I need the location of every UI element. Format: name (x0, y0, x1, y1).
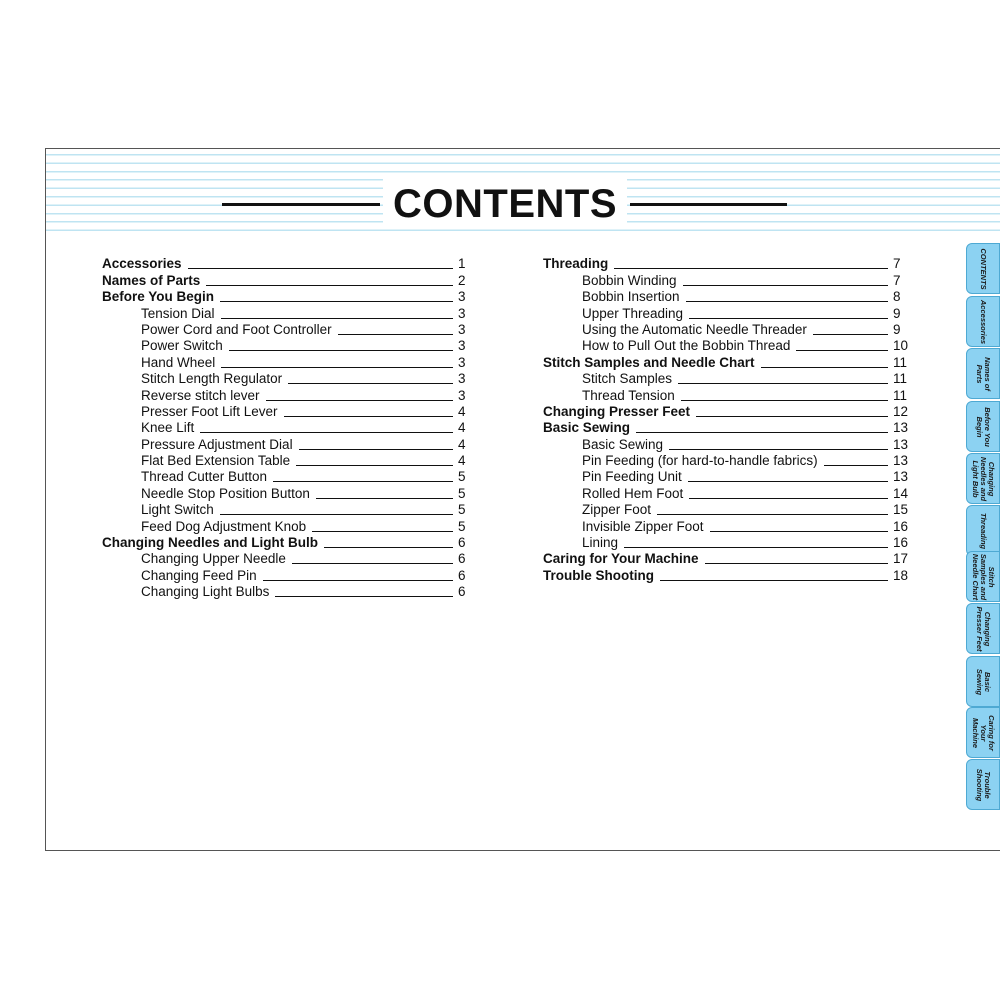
toc-entry-label: Changing Needles and Light Bulb (102, 535, 318, 551)
toc-entry[interactable] (102, 550, 474, 566)
toc-page-number: 5 (458, 469, 466, 485)
toc-leader-line (284, 415, 453, 417)
toc-entry[interactable] (102, 452, 474, 468)
toc-entry-label: Presser Foot Lift Lever (141, 403, 278, 419)
toc-entry[interactable] (102, 484, 474, 500)
toc-entry[interactable] (543, 566, 909, 582)
toc-leader-line (273, 480, 453, 482)
toc-leader-line (220, 513, 453, 515)
toc-entry[interactable] (543, 386, 909, 402)
section-tab-label: Before You Begin (975, 406, 992, 447)
toc-column-left (102, 255, 474, 599)
toc-entry[interactable] (543, 255, 909, 271)
toc-entry[interactable] (102, 321, 474, 337)
toc-page-number: 17 (893, 551, 909, 567)
toc-entry[interactable] (543, 304, 909, 320)
toc-entry-label: Hand Wheel (141, 354, 216, 370)
toc-entry-label: Pressure Adjustment Dial (141, 436, 293, 452)
toc-entry[interactable] (102, 255, 474, 271)
toc-entry[interactable] (543, 419, 909, 435)
toc-leader-line (200, 431, 453, 433)
toc-page-number: 3 (458, 305, 466, 321)
toc-leader-line (683, 284, 888, 286)
toc-leader-line (338, 333, 453, 335)
toc-entry[interactable] (102, 271, 474, 287)
toc-entry-label: Changing Light Bulbs (141, 584, 270, 600)
toc-entry-label: Zipper Foot (582, 502, 652, 518)
toc-leader-line (688, 480, 888, 482)
toc-entry[interactable] (102, 353, 474, 369)
toc-entry[interactable] (543, 353, 909, 369)
toc-leader-line (813, 333, 888, 335)
toc-page-number: 9 (893, 305, 901, 321)
section-tab[interactable] (966, 603, 1000, 654)
section-tab-label: Changing Presser Feet (975, 605, 992, 652)
toc-page-number: 11 (893, 371, 908, 387)
toc-leader-line (636, 431, 888, 433)
toc-entry[interactable] (102, 403, 474, 419)
toc-entry-label: Changing Upper Needle (141, 551, 286, 567)
toc-entry-label: Using the Automatic Needle Threader (582, 321, 807, 337)
title-rule-left (222, 203, 380, 206)
toc-page-number: 5 (458, 502, 466, 518)
toc-page-number: 11 (893, 387, 908, 403)
toc-page-number: 2 (458, 272, 466, 288)
toc-leader-line (689, 317, 888, 319)
toc-page-number: 6 (458, 567, 466, 583)
section-tab-label: Stitch Samples and Needle Chart (971, 553, 996, 600)
section-tab-label: Names of Parts (975, 356, 992, 391)
section-tab-label: Basic Sewing (975, 668, 992, 695)
section-tab[interactable] (966, 348, 1000, 399)
section-tab[interactable] (966, 505, 1000, 556)
toc-entry[interactable] (102, 566, 474, 582)
toc-entry[interactable] (543, 337, 909, 353)
toc-leader-line (657, 513, 888, 515)
toc-entry[interactable] (102, 419, 474, 435)
section-tab-label: Accessories (979, 299, 988, 344)
toc-entry[interactable] (102, 304, 474, 320)
toc-leader-line (660, 579, 888, 581)
toc-entry[interactable] (102, 435, 474, 451)
toc-entry-label: Reverse stitch lever (141, 387, 260, 403)
toc-entry-label: Needle Stop Position Button (141, 485, 310, 501)
toc-leader-line (221, 366, 453, 368)
toc-entry-label: Names of Parts (102, 272, 201, 288)
toc-entry-label: How to Pull Out the Bobbin Thread (582, 338, 791, 354)
toc-leader-line (796, 349, 888, 351)
toc-page-number: 16 (893, 535, 909, 551)
toc-entry-label: Flat Bed Extension Table (141, 453, 291, 469)
toc-entry[interactable] (102, 583, 474, 599)
toc-entry-label: Feed Dog Adjustment Knob (141, 518, 307, 534)
toc-leader-line (275, 595, 453, 597)
toc-leader-line (312, 530, 453, 532)
toc-leader-line (686, 300, 888, 302)
toc-leader-line (263, 579, 453, 581)
toc-leader-line (229, 349, 453, 351)
toc-leader-line (266, 399, 453, 401)
toc-page-number: 7 (893, 256, 901, 272)
section-tab[interactable] (966, 759, 1000, 810)
toc-leader-line (824, 464, 888, 466)
toc-entry[interactable] (543, 288, 909, 304)
toc-leader-line (324, 546, 453, 548)
toc-page-number: 6 (458, 535, 466, 551)
section-tab[interactable] (966, 656, 1000, 707)
toc-leader-line (299, 448, 453, 450)
toc-entry-label: Stitch Length Regulator (141, 371, 283, 387)
toc-column-right (543, 255, 909, 583)
toc-leader-line (292, 562, 453, 564)
toc-page-number: 9 (893, 321, 901, 337)
toc-leader-line (206, 284, 453, 286)
toc-entry-label: Basic Sewing (543, 420, 631, 436)
toc-entry-label: Changing Presser Feet (543, 403, 691, 419)
manual-page (45, 148, 1000, 851)
toc-entry[interactable] (543, 452, 909, 468)
toc-entry-label: Pin Feeding (for hard-to-handle fabrics) (582, 453, 818, 469)
toc-entry-label: Stitch Samples and Needle Chart (543, 354, 755, 370)
title-block (46, 179, 1000, 229)
toc-leader-line (614, 267, 888, 269)
toc-entry-label: Threading (543, 256, 609, 272)
toc-entry[interactable] (543, 484, 909, 500)
toc-leader-line (710, 530, 888, 532)
toc-entry[interactable] (543, 501, 909, 517)
toc-page-number: 5 (458, 485, 466, 501)
section-tab-label: Changing Needles and Light Bulb (971, 456, 996, 501)
toc-page-number: 3 (458, 289, 466, 305)
toc-leader-line (761, 366, 888, 368)
section-tab-label: Threading (979, 512, 988, 549)
page-title: CONTENTS (383, 179, 627, 229)
toc-page-number: 12 (893, 403, 909, 419)
toc-page-number: 3 (458, 371, 466, 387)
toc-entry[interactable] (102, 337, 474, 353)
toc-leader-line (188, 267, 453, 269)
toc-leader-line (678, 382, 888, 384)
toc-page-number: 16 (893, 518, 909, 534)
section-tab-label: Caring for Your Machine (971, 714, 996, 751)
toc-entry-label: Rolled Hem Foot (582, 485, 684, 501)
toc-page-number: 15 (893, 502, 909, 518)
section-tab[interactable] (966, 296, 1000, 347)
toc-page-number: 4 (458, 436, 466, 452)
toc-entry[interactable] (543, 403, 909, 419)
toc-entry[interactable] (543, 321, 909, 337)
toc-leader-line (316, 497, 453, 499)
toc-entry[interactable] (543, 468, 909, 484)
section-tab[interactable] (966, 551, 1000, 602)
toc-entry-label: Pin Feeding Unit (582, 469, 682, 485)
toc-entry-label: Before You Begin (102, 289, 215, 305)
toc-entry[interactable] (543, 534, 909, 550)
toc-leader-line (220, 300, 453, 302)
toc-entry[interactable] (102, 370, 474, 386)
toc-entry-label: Stitch Samples (582, 371, 673, 387)
toc-entry[interactable] (543, 517, 909, 533)
section-tab[interactable] (966, 243, 1000, 294)
toc-page-number: 3 (458, 387, 466, 403)
toc-page-number: 3 (458, 321, 466, 337)
toc-page-number: 14 (893, 485, 909, 501)
title-rule-right (630, 203, 787, 206)
section-tab[interactable] (966, 707, 1000, 758)
toc-page-number: 3 (458, 338, 466, 354)
toc-leader-line (296, 464, 453, 466)
toc-entry[interactable] (543, 435, 909, 451)
toc-page-number: 3 (458, 354, 466, 370)
toc-entry-label: Thread Tension (582, 387, 675, 403)
toc-entry-label: Upper Threading (582, 305, 684, 321)
toc-entry[interactable] (102, 534, 474, 550)
section-tab[interactable] (966, 401, 1000, 452)
toc-page-number: 13 (893, 436, 909, 452)
toc-page-number: 8 (893, 289, 901, 305)
toc-leader-line (696, 415, 888, 417)
toc-entry[interactable] (102, 517, 474, 533)
toc-entry[interactable] (102, 501, 474, 517)
toc-entry[interactable] (543, 550, 909, 566)
toc-entry-label: Bobbin Winding (582, 272, 677, 288)
toc-leader-line (681, 399, 888, 401)
toc-page-number: 4 (458, 420, 466, 436)
toc-page-number: 13 (893, 469, 909, 485)
toc-entry-label: Lining (582, 535, 619, 551)
toc-page-number: 13 (893, 453, 909, 469)
toc-leader-line (689, 497, 888, 499)
section-tab[interactable] (966, 453, 1000, 504)
toc-page-number: 4 (458, 403, 466, 419)
toc-leader-line (705, 562, 888, 564)
toc-leader-line (288, 382, 453, 384)
toc-leader-line (624, 546, 888, 548)
toc-page-number: 18 (893, 567, 909, 583)
toc-page-number: 6 (458, 551, 466, 567)
toc-page-number: 6 (458, 584, 466, 600)
toc-entry-label: Basic Sewing (582, 436, 664, 452)
toc-entry-label: Invisible Zipper Foot (582, 518, 704, 534)
toc-entry-label: Changing Feed Pin (141, 567, 257, 583)
toc-entry-label: Power Cord and Foot Controller (141, 321, 332, 337)
toc-page-number: 5 (458, 518, 466, 534)
section-tab-label: CONTENTS (979, 247, 988, 290)
toc-entry-label: Power Switch (141, 338, 223, 354)
toc-entry[interactable] (102, 468, 474, 484)
toc-entry[interactable] (543, 370, 909, 386)
section-tab-label: Trouble Shooting (975, 768, 992, 801)
toc-entry[interactable] (102, 386, 474, 402)
toc-page-number: 7 (893, 272, 901, 288)
toc-entry-label: Light Switch (141, 502, 214, 518)
toc-entry-label: Accessories (102, 256, 182, 272)
toc-entry[interactable] (102, 288, 474, 304)
toc-entry-label: Knee Lift (141, 420, 195, 436)
toc-entry-label: Caring for Your Machine (543, 551, 699, 567)
toc-page-number: 10 (893, 338, 909, 354)
toc-entry-label: Thread Cutter Button (141, 469, 268, 485)
toc-page-number: 1 (458, 256, 466, 272)
toc-entry-label: Trouble Shooting (543, 567, 654, 583)
toc-entry[interactable] (543, 271, 909, 287)
toc-page-number: 11 (893, 354, 908, 370)
toc-entry-label: Bobbin Insertion (582, 289, 680, 305)
toc-leader-line (669, 448, 888, 450)
toc-page-number: 13 (893, 420, 909, 436)
toc-entry-label: Tension Dial (141, 305, 215, 321)
toc-page-number: 4 (458, 453, 466, 469)
toc-leader-line (221, 317, 453, 319)
